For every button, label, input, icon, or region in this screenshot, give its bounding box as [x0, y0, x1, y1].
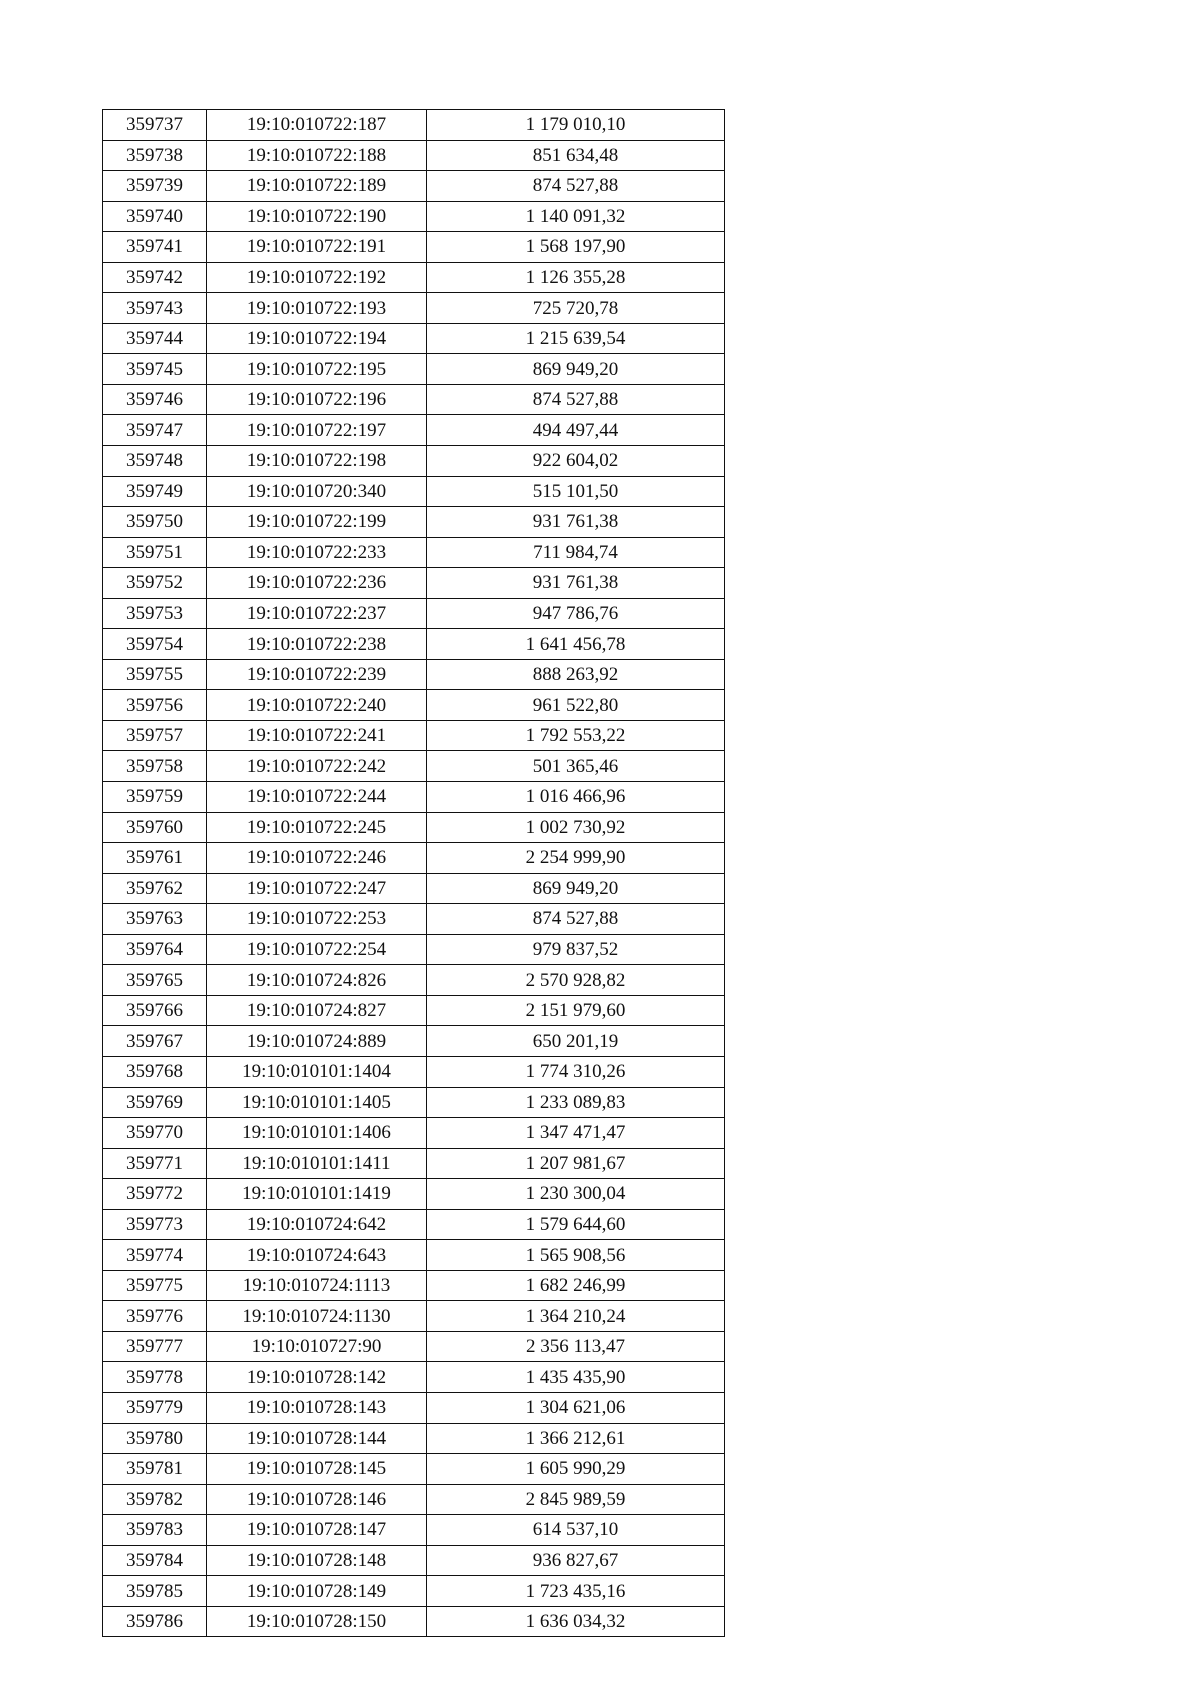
cadastral-number-cell: 19:10:010722:193 [207, 293, 427, 324]
cadastral-number-cell: 19:10:010724:1130 [207, 1301, 427, 1332]
row-number-cell: 359757 [103, 720, 207, 751]
row-number-cell: 359784 [103, 1545, 207, 1576]
table-row [103, 568, 725, 599]
cadastral-value-cell: 961 522,80 [427, 690, 725, 721]
table-row [103, 965, 725, 996]
cadastral-value-cell: 1 641 456,78 [427, 629, 725, 660]
cadastral-value-cell: 501 365,46 [427, 751, 725, 782]
table-row [103, 171, 725, 202]
cadastral-value-cell: 1 126 355,28 [427, 262, 725, 293]
cadastral-value-cell: 2 254 999,90 [427, 843, 725, 874]
cadastral-value-cell: 1 179 010,10 [427, 110, 725, 141]
cadastral-value-cell: 874 527,88 [427, 171, 725, 202]
table-row [103, 1118, 725, 1149]
cadastral-number-cell: 19:10:010728:145 [207, 1454, 427, 1485]
row-number-cell: 359743 [103, 293, 207, 324]
cadastral-value-cell: 1 140 091,32 [427, 201, 725, 232]
cadastral-number-cell: 19:10:010722:242 [207, 751, 427, 782]
cadastral-value-cell: 936 827,67 [427, 1545, 725, 1576]
cadastral-value-cell: 1 565 908,56 [427, 1240, 725, 1271]
cadastral-number-cell: 19:10:010728:146 [207, 1484, 427, 1515]
cadastral-value-cell: 515 101,50 [427, 476, 725, 507]
cadastral-number-cell: 19:10:010101:1419 [207, 1179, 427, 1210]
cadastral-value-cell: 1 774 310,26 [427, 1056, 725, 1087]
row-number-cell: 359782 [103, 1484, 207, 1515]
table-row [103, 293, 725, 324]
table-row [103, 995, 725, 1026]
table-row [103, 354, 725, 385]
cadastral-number-cell: 19:10:010727:90 [207, 1331, 427, 1362]
cadastral-number-cell: 19:10:010101:1411 [207, 1148, 427, 1179]
row-number-cell: 359740 [103, 201, 207, 232]
cadastral-number-cell: 19:10:010722:187 [207, 110, 427, 141]
cadastral-number-cell: 19:10:010720:340 [207, 476, 427, 507]
row-number-cell: 359750 [103, 507, 207, 538]
row-number-cell: 359749 [103, 476, 207, 507]
row-number-cell: 359756 [103, 690, 207, 721]
cadastral-value-cell: 888 263,92 [427, 659, 725, 690]
row-number-cell: 359751 [103, 537, 207, 568]
cadastral-number-cell: 19:10:010722:195 [207, 354, 427, 385]
cadastral-value-cell: 1 002 730,92 [427, 812, 725, 843]
registry-table-body [103, 110, 725, 1637]
row-number-cell: 359754 [103, 629, 207, 660]
row-number-cell: 359783 [103, 1515, 207, 1546]
cadastral-value-cell: 1 568 197,90 [427, 232, 725, 263]
cadastral-value-cell: 1 636 034,32 [427, 1606, 725, 1637]
cadastral-value-cell: 2 356 113,47 [427, 1331, 725, 1362]
cadastral-number-cell: 19:10:010101:1406 [207, 1118, 427, 1149]
cadastral-number-cell: 19:10:010722:198 [207, 446, 427, 477]
row-number-cell: 359738 [103, 140, 207, 171]
cadastral-number-cell: 19:10:010722:244 [207, 782, 427, 813]
cadastral-value-cell: 869 949,20 [427, 354, 725, 385]
table-row [103, 1179, 725, 1210]
cadastral-value-cell: 1 347 471,47 [427, 1118, 725, 1149]
cadastral-number-cell: 19:10:010722:241 [207, 720, 427, 751]
table-row [103, 1026, 725, 1057]
table-row [103, 1392, 725, 1423]
table-row [103, 507, 725, 538]
cadastral-number-cell: 19:10:010722:238 [207, 629, 427, 660]
table-row [103, 1515, 725, 1546]
table-row [103, 598, 725, 629]
cadastral-number-cell: 19:10:010722:189 [207, 171, 427, 202]
cadastral-number-cell: 19:10:010722:253 [207, 904, 427, 935]
cadastral-number-cell: 19:10:010728:143 [207, 1392, 427, 1423]
cadastral-value-cell: 1 207 981,67 [427, 1148, 725, 1179]
cadastral-value-cell: 979 837,52 [427, 934, 725, 965]
table-row [103, 1056, 725, 1087]
row-number-cell: 359753 [103, 598, 207, 629]
row-number-cell: 359778 [103, 1362, 207, 1393]
cadastral-value-cell: 1 016 466,96 [427, 782, 725, 813]
cadastral-number-cell: 19:10:010724:642 [207, 1209, 427, 1240]
cadastral-value-cell: 851 634,48 [427, 140, 725, 171]
row-number-cell: 359741 [103, 232, 207, 263]
cadastral-value-cell: 1 366 212,61 [427, 1423, 725, 1454]
row-number-cell: 359786 [103, 1606, 207, 1637]
cadastral-value-cell: 1 792 553,22 [427, 720, 725, 751]
cadastral-number-cell: 19:10:010728:147 [207, 1515, 427, 1546]
row-number-cell: 359785 [103, 1576, 207, 1607]
cadastral-value-cell: 1 723 435,16 [427, 1576, 725, 1607]
cadastral-number-cell: 19:10:010722:191 [207, 232, 427, 263]
row-number-cell: 359779 [103, 1392, 207, 1423]
row-number-cell: 359765 [103, 965, 207, 996]
cadastral-number-cell: 19:10:010724:827 [207, 995, 427, 1026]
row-number-cell: 359752 [103, 568, 207, 599]
table-row [103, 415, 725, 446]
table-row [103, 1270, 725, 1301]
row-number-cell: 359763 [103, 904, 207, 935]
table-row [103, 934, 725, 965]
cadastral-number-cell: 19:10:010722:190 [207, 201, 427, 232]
cadastral-number-cell: 19:10:010722:254 [207, 934, 427, 965]
row-number-cell: 359758 [103, 751, 207, 782]
cadastral-value-cell: 869 949,20 [427, 873, 725, 904]
row-number-cell: 359739 [103, 171, 207, 202]
cadastral-value-cell: 1 579 644,60 [427, 1209, 725, 1240]
table-row [103, 262, 725, 293]
table-row [103, 537, 725, 568]
cadastral-number-cell: 19:10:010724:1113 [207, 1270, 427, 1301]
row-number-cell: 359766 [103, 995, 207, 1026]
table-row [103, 782, 725, 813]
cadastral-number-cell: 19:10:010724:889 [207, 1026, 427, 1057]
cadastral-number-cell: 19:10:010722:239 [207, 659, 427, 690]
row-number-cell: 359755 [103, 659, 207, 690]
cadastral-number-cell: 19:10:010722:236 [207, 568, 427, 599]
row-number-cell: 359774 [103, 1240, 207, 1271]
cadastral-value-cell: 874 527,88 [427, 384, 725, 415]
table-row [103, 873, 725, 904]
cadastral-value-cell: 922 604,02 [427, 446, 725, 477]
cadastral-value-cell: 725 720,78 [427, 293, 725, 324]
cadastral-number-cell: 19:10:010722:245 [207, 812, 427, 843]
cadastral-number-cell: 19:10:010728:144 [207, 1423, 427, 1454]
cadastral-number-cell: 19:10:010724:826 [207, 965, 427, 996]
row-number-cell: 359742 [103, 262, 207, 293]
cadastral-number-cell: 19:10:010728:150 [207, 1606, 427, 1637]
row-number-cell: 359737 [103, 110, 207, 141]
cadastral-value-cell: 2 570 928,82 [427, 965, 725, 996]
cadastral-value-cell: 1 364 210,24 [427, 1301, 725, 1332]
cadastral-value-cell: 2 845 989,59 [427, 1484, 725, 1515]
row-number-cell: 359771 [103, 1148, 207, 1179]
cadastral-number-cell: 19:10:010728:149 [207, 1576, 427, 1607]
table-row [103, 1240, 725, 1271]
row-number-cell: 359775 [103, 1270, 207, 1301]
cadastral-value-cell: 1 682 246,99 [427, 1270, 725, 1301]
table-row [103, 690, 725, 721]
cadastral-number-cell: 19:10:010728:148 [207, 1545, 427, 1576]
cadastral-value-cell: 931 761,38 [427, 507, 725, 538]
cadastral-number-cell: 19:10:010728:142 [207, 1362, 427, 1393]
table-row [103, 720, 725, 751]
table-row [103, 1576, 725, 1607]
row-number-cell: 359759 [103, 782, 207, 813]
cadastral-number-cell: 19:10:010722:196 [207, 384, 427, 415]
cadastral-value-cell: 1 605 990,29 [427, 1454, 725, 1485]
table-row [103, 1148, 725, 1179]
cadastral-value-cell: 1 304 621,06 [427, 1392, 725, 1423]
row-number-cell: 359760 [103, 812, 207, 843]
cadastral-number-cell: 19:10:010722:199 [207, 507, 427, 538]
table-row [103, 232, 725, 263]
table-row [103, 904, 725, 935]
cadastral-number-cell: 19:10:010722:192 [207, 262, 427, 293]
table-row [103, 659, 725, 690]
table-row [103, 1423, 725, 1454]
row-number-cell: 359761 [103, 843, 207, 874]
cadastral-value-cell: 1 215 639,54 [427, 323, 725, 354]
cadastral-number-cell: 19:10:010722:247 [207, 873, 427, 904]
row-number-cell: 359776 [103, 1301, 207, 1332]
cadastral-number-cell: 19:10:010101:1404 [207, 1056, 427, 1087]
cadastral-value-cell: 1 233 089,83 [427, 1087, 725, 1118]
registry-table [102, 109, 725, 1637]
row-number-cell: 359762 [103, 873, 207, 904]
cadastral-number-cell: 19:10:010722:188 [207, 140, 427, 171]
table-row [103, 751, 725, 782]
table-row [103, 1331, 725, 1362]
cadastral-number-cell: 19:10:010722:246 [207, 843, 427, 874]
row-number-cell: 359744 [103, 323, 207, 354]
cadastral-value-cell: 614 537,10 [427, 1515, 725, 1546]
cadastral-number-cell: 19:10:010722:233 [207, 537, 427, 568]
row-number-cell: 359767 [103, 1026, 207, 1057]
cadastral-value-cell: 1 435 435,90 [427, 1362, 725, 1393]
table-row [103, 140, 725, 171]
cadastral-value-cell: 931 761,38 [427, 568, 725, 599]
row-number-cell: 359770 [103, 1118, 207, 1149]
row-number-cell: 359780 [103, 1423, 207, 1454]
cadastral-number-cell: 19:10:010722:237 [207, 598, 427, 629]
table-row [103, 1301, 725, 1332]
table-row [103, 476, 725, 507]
cadastral-number-cell: 19:10:010722:197 [207, 415, 427, 446]
table-row [103, 1087, 725, 1118]
table-row [103, 110, 725, 141]
row-number-cell: 359769 [103, 1087, 207, 1118]
table-row [103, 812, 725, 843]
row-number-cell: 359746 [103, 384, 207, 415]
row-number-cell: 359773 [103, 1209, 207, 1240]
cadastral-number-cell: 19:10:010722:194 [207, 323, 427, 354]
cadastral-value-cell: 711 984,74 [427, 537, 725, 568]
cadastral-value-cell: 874 527,88 [427, 904, 725, 935]
table-row [103, 1209, 725, 1240]
table-row [103, 1362, 725, 1393]
cadastral-value-cell: 1 230 300,04 [427, 1179, 725, 1210]
table-row [103, 323, 725, 354]
row-number-cell: 359768 [103, 1056, 207, 1087]
cadastral-value-cell: 494 497,44 [427, 415, 725, 446]
row-number-cell: 359764 [103, 934, 207, 965]
table-row [103, 446, 725, 477]
table-row [103, 843, 725, 874]
cadastral-number-cell: 19:10:010101:1405 [207, 1087, 427, 1118]
row-number-cell: 359777 [103, 1331, 207, 1362]
table-row [103, 384, 725, 415]
table-row [103, 201, 725, 232]
table-row [103, 629, 725, 660]
row-number-cell: 359781 [103, 1454, 207, 1485]
row-number-cell: 359747 [103, 415, 207, 446]
table-row [103, 1454, 725, 1485]
cadastral-value-cell: 650 201,19 [427, 1026, 725, 1057]
cadastral-number-cell: 19:10:010724:643 [207, 1240, 427, 1271]
table-row [103, 1545, 725, 1576]
table-row [103, 1606, 725, 1637]
cadastral-number-cell: 19:10:010722:240 [207, 690, 427, 721]
table-row [103, 1484, 725, 1515]
row-number-cell: 359748 [103, 446, 207, 477]
row-number-cell: 359745 [103, 354, 207, 385]
cadastral-value-cell: 947 786,76 [427, 598, 725, 629]
row-number-cell: 359772 [103, 1179, 207, 1210]
cadastral-value-cell: 2 151 979,60 [427, 995, 725, 1026]
